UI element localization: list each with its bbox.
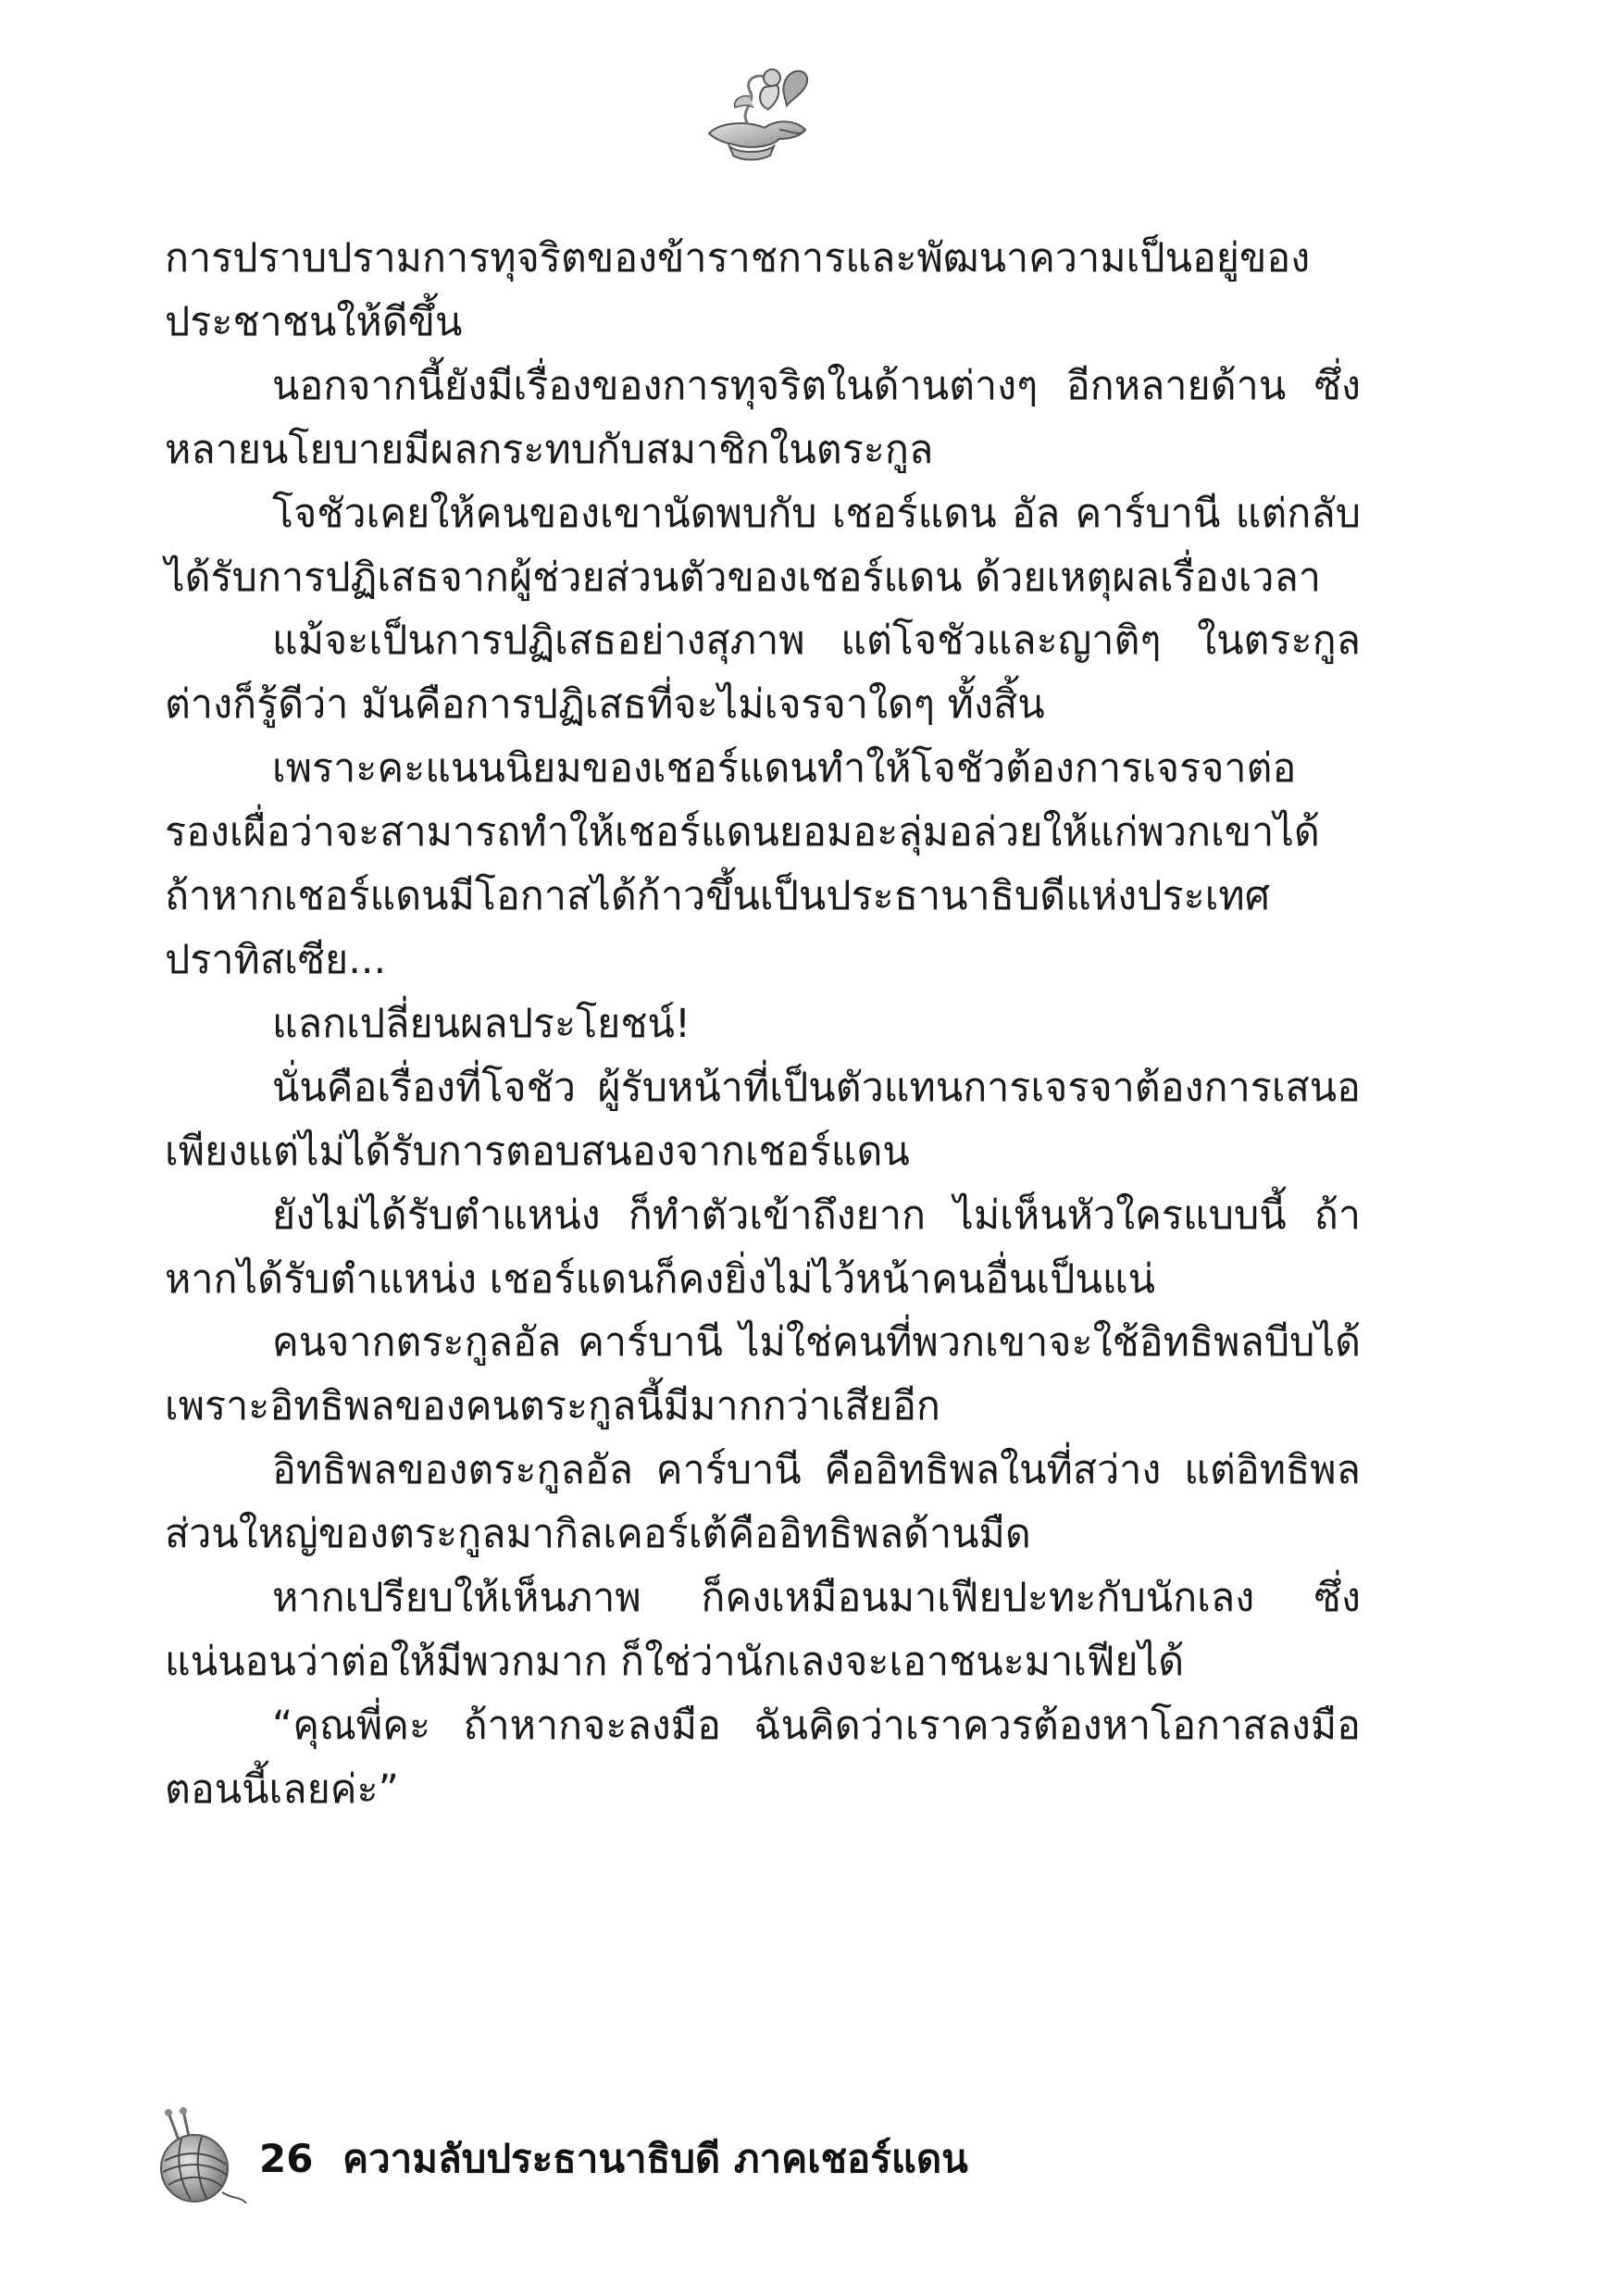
book-title: ความลับประธานาธิบดี ภาคเชอร์แดน (342, 2136, 968, 2181)
paragraph: แม้จะเป็นการปฏิเสธอย่างสุภาพ แต่โจชัวและญาติๆ ในตระกูลต่างก็รู้ดีว่า มันคือการปฏิเสธที่จะไม่เจรจาใดๆ ทั้งสิ้น (165, 618, 1361, 729)
paragraph: คนจากตระกูลอัล คาร์บานี ไม่ใช่คนที่พวกเขาจะใช้อิทธิพลบีบได้ เพราะอิทธิพลของคนตระกูลนี้มีมากกว่าเสียอีก (165, 1319, 1361, 1430)
paragraph: หากเปรียบให้เห็นภาพ ก็คงเหมือนมาเฟียปะทะกับนักเลง ซึ่งแน่นอนว่าต่อให้มีพวกมาก ก็ใช่ว่านักเลงจะเอาชนะมาเฟียได้ (165, 1575, 1361, 1685)
paragraph: การปราบปรามการทุจริตของข้าราชการและพัฒนาความเป็นอยู่ของประชาชนให้ดีขึ้น (165, 235, 1311, 345)
paragraph: นั่นคือเรื่องที่โจชัว ผู้รับหน้าที่เป็นตัวแทนการเจรจาต้องการเสนอเพียงแต่ไม่ได้รับการตอบสนองจากเชอร์แดน (165, 1064, 1361, 1175)
yarn-ball-knitting-needles-icon (148, 2107, 250, 2209)
paragraph: แลกเปลี่ยนผลประโยชน์! (272, 1000, 691, 1047)
paragraph: อิทธิพลของตระกูลอัล คาร์บานี คืออิทธิพลในที่สว่าง แต่อิทธิพลส่วนใหญ่ของตระกูลมากิลเคอร์เต้คืออิทธิพลด้านมืด (165, 1447, 1361, 1558)
paragraph: ยังไม่ได้รับตำแหน่ง ก็ทำตัวเข้าถึงยาก ไม่เห็นหัวใครแบบนี้ ถ้าหากได้รับตำแหน่ง เชอร์แดนก็คงยิ่งไม่ไว้หน้าคนอื่นเป็นแน่ (165, 1192, 1361, 1303)
body-text (165, 227, 1361, 1822)
paragraph: นอกจากนี้ยังมีเรื่องของการทุจริตในด้านต่างๆ อีกหลายด้าน ซึ่งหลายนโยบายมีผลกระทบกับสมาชิกในตระกูล (165, 362, 1361, 473)
paragraph: เพราะคะแนนนิยมของเชอร์แดนทำให้โจชัวต้องการเจรจาต่อรองเผื่อว่าจะสามารถทำให้เชอร์แดนยอมอะลุ่มอล่วยให้แก่พวกเขาได้ถ้าหากเชอร์แดนมีโอกาสได้ก้าวขึ้นเป็นประธานาธิบดีแห่งประเทศปราทิสเซีย... (165, 745, 1320, 983)
page-footer (148, 2107, 1351, 2209)
paragraph: “คุณพี่คะ ถ้าหากจะลงมือ ฉันคิดว่าเราควรต้องหาโอกาสลงมือตอนนี้เลยค่ะ” (165, 1702, 1361, 1813)
paragraph: โจชัวเคยให้คนของเขานัดพบกับ เชอร์แดน อัล คาร์บานี แต่กลับได้รับการปฏิเสธจากผู้ช่วยส่วนตัวของเชอร์แดน ด้วยเหตุผลเรื่องเวลา (165, 490, 1361, 601)
page-number: 26 (259, 2136, 314, 2181)
genie-lamp-cupid-icon (692, 54, 822, 165)
